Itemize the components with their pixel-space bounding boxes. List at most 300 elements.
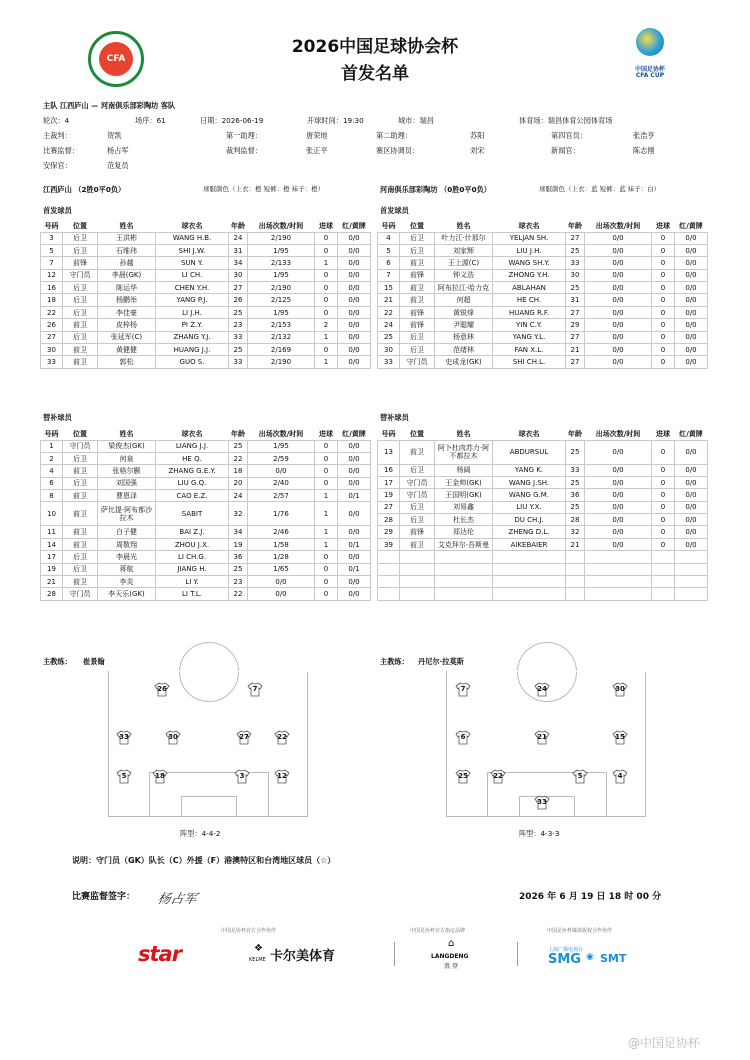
- jersey-icon: [116, 769, 132, 784]
- cell-position: [400, 563, 435, 575]
- cell-appearances: 2/190: [248, 282, 315, 294]
- cell-number: 28: [378, 514, 400, 526]
- cell-number: 5: [378, 244, 400, 256]
- cell-cards: 0/0: [338, 477, 371, 489]
- cell-shirt-name: LI CH.G.: [156, 551, 229, 563]
- cell-cards: 0/0: [338, 526, 371, 538]
- cell-number: 17: [41, 551, 63, 563]
- cell-name: 何泉: [98, 452, 156, 464]
- cell-goals: 0: [315, 452, 338, 464]
- cell-number: 16: [41, 282, 63, 294]
- column-header: 年龄: [231, 221, 245, 230]
- jersey-icon: [165, 730, 181, 745]
- official-name: 范复员: [107, 161, 129, 170]
- column-header: 球衣名: [518, 221, 540, 230]
- cell-number: 29: [378, 526, 400, 538]
- table-row: [378, 244, 708, 256]
- column-header: 姓名: [456, 429, 471, 438]
- jersey-number: 22: [277, 733, 287, 741]
- cell-shirt-name: SABIT: [156, 502, 229, 526]
- home-starters-table: [40, 220, 371, 369]
- cell-age: 22: [229, 452, 248, 464]
- table-row: [41, 319, 371, 331]
- cell-name: [435, 588, 493, 600]
- column-header: 进球: [319, 221, 333, 230]
- cell-position: 后卫: [63, 452, 98, 464]
- cell-position: 前卫: [63, 538, 98, 550]
- cell-position: 守门员: [400, 476, 435, 488]
- cell-cards: 0/0: [675, 282, 708, 294]
- kelme-small: KELME: [249, 957, 266, 963]
- column-header: 进球: [319, 429, 333, 438]
- table-row: [378, 551, 708, 563]
- cell-position: 后卫: [400, 464, 435, 476]
- cell-cards: 0/0: [338, 440, 371, 452]
- jersey-icon: [572, 769, 588, 784]
- cell-age: 25: [229, 306, 248, 318]
- cell-shirt-name: PI Z.Y.: [156, 319, 229, 331]
- cell-age: 27: [566, 331, 585, 343]
- cell-name: 陈运华: [98, 282, 156, 294]
- cell-cards: 0/0: [675, 232, 708, 244]
- cell-appearances: 0/0: [585, 476, 652, 488]
- halfway-mask: [447, 671, 647, 672]
- cell-appearances: 1/58: [248, 538, 315, 550]
- cell-name: [435, 563, 493, 575]
- cell-number: 19: [378, 489, 400, 501]
- cell-goals: 0: [315, 306, 338, 318]
- table-row: [41, 331, 371, 343]
- away-team-name: 河南俱乐部彩陶坊 （0胜0平0负）: [380, 185, 491, 194]
- cell-age: 31: [229, 244, 248, 256]
- cell-position: 后卫: [63, 232, 98, 244]
- teams-line: 主队 江西庐山 — 河南俱乐部彩陶坊 客队: [43, 101, 176, 110]
- cell-name: 蒋航: [98, 563, 156, 575]
- cell-age: 33: [229, 356, 248, 368]
- cell-position: 前锋: [63, 257, 98, 269]
- cell-appearances: 2/125: [248, 294, 315, 306]
- cell-cards: 0/0: [338, 269, 371, 281]
- cell-shirt-name: SHI CH.L.: [493, 356, 566, 368]
- cell-shirt-name: ZHANG Y.J.: [156, 331, 229, 343]
- cell-goals: 0: [652, 306, 675, 318]
- cell-goals: 0: [652, 244, 675, 256]
- table-row: [378, 269, 708, 281]
- cell-appearances: 0/0: [248, 576, 315, 588]
- table-row: [41, 257, 371, 269]
- table-row: [41, 344, 371, 356]
- cell-appearances: 0/0: [248, 465, 315, 477]
- cell-goals: 1: [315, 490, 338, 502]
- cell-shirt-name: LIU G.Q.: [156, 477, 229, 489]
- cup-logo-en: CFA CUP: [635, 72, 665, 79]
- cell-name: 王国明(GK): [435, 489, 493, 501]
- jersey-icon: [154, 682, 170, 697]
- cell-appearances: 1/95: [248, 269, 315, 281]
- penalty-box-side: [149, 772, 150, 817]
- cell-goals: 1: [315, 257, 338, 269]
- cell-name: 李炎: [98, 576, 156, 588]
- cell-shirt-name: DU CH.J.: [493, 514, 566, 526]
- cell-appearances: 0/0: [585, 464, 652, 476]
- column-header: 出场次数/时间: [258, 429, 304, 438]
- table-row: [378, 514, 708, 526]
- official-label: 比赛监督：: [43, 146, 79, 155]
- table-row: [41, 282, 371, 294]
- official-name: 杨占军: [107, 146, 129, 155]
- cell-position: 前卫: [400, 257, 435, 269]
- table-row: [378, 257, 708, 269]
- cell-age: 33: [566, 464, 585, 476]
- cell-name: 周敬翔: [98, 538, 156, 550]
- official-label: 第一助理：: [226, 131, 262, 140]
- cell-age: 36: [229, 551, 248, 563]
- table-row: [41, 477, 371, 489]
- table-row: [378, 331, 708, 343]
- official-name: 张浩亨: [633, 131, 655, 140]
- table-row: [378, 476, 708, 488]
- cell-number: 16: [378, 464, 400, 476]
- sponsor-label-2: 中国足协杯官方指定品牌: [410, 928, 466, 934]
- cell-shirt-name: FAN X.L.: [493, 344, 566, 356]
- home-subs-table: [40, 428, 371, 601]
- cell-position: 前卫: [63, 344, 98, 356]
- official-label: 第四官员：: [551, 131, 587, 140]
- cell-position: 前锋: [400, 269, 435, 281]
- cell-cards: 0/1: [338, 490, 371, 502]
- cell-number: 1: [41, 440, 63, 452]
- cell-goals: 0: [315, 465, 338, 477]
- column-header: 进球: [656, 221, 670, 230]
- column-header: 号码: [381, 221, 396, 230]
- penalty-box-side: [606, 772, 607, 817]
- jersey-number: 7: [252, 685, 258, 693]
- cell-age: 23: [229, 319, 248, 331]
- table-row: [378, 588, 708, 600]
- jersey-icon: [534, 682, 550, 697]
- cell-number: 28: [41, 588, 63, 600]
- round: 轮次：4: [43, 116, 70, 125]
- cell-number: 4: [41, 465, 63, 477]
- cell-goals: 0: [652, 476, 675, 488]
- cell-appearances: 1/95: [248, 440, 315, 452]
- cell-name: 刘家辉: [435, 244, 493, 256]
- cell-goals: 0: [315, 269, 338, 281]
- cell-number: 39: [378, 538, 400, 550]
- cell-shirt-name: ZHOU J.X.: [156, 538, 229, 550]
- cell-position: 后卫: [63, 282, 98, 294]
- cell-number: 15: [378, 282, 400, 294]
- cup-ball-icon: [636, 28, 664, 56]
- cell-cards: [675, 563, 708, 575]
- cell-position: 前卫: [400, 440, 435, 464]
- official-label: 主裁判：: [43, 131, 72, 140]
- cell-age: 25: [566, 244, 585, 256]
- jersey-number: 5: [121, 772, 127, 780]
- away-subs-table: [377, 428, 708, 601]
- cell-position: 前锋: [400, 306, 435, 318]
- cell-goals: 0: [315, 344, 338, 356]
- table-row: [41, 306, 371, 318]
- cell-position: 后卫: [63, 294, 98, 306]
- cell-appearances: 1/95: [248, 244, 315, 256]
- cell-appearances: 1/76: [248, 502, 315, 526]
- penalty-box-side: [487, 772, 488, 817]
- away-formation: 阵型：4-3-3: [519, 829, 560, 838]
- penalty-box-side: [268, 772, 269, 817]
- column-header: 位置: [73, 221, 87, 230]
- away-kit: 球服颜色（上衣：蓝 短裤：蓝 袜子：白）: [539, 185, 661, 193]
- table-row: [378, 356, 708, 368]
- table-row: [41, 452, 371, 464]
- page-subtitle: 首发名单: [341, 64, 409, 84]
- jersey-number: 26: [157, 685, 167, 693]
- cell-cards: 0/0: [338, 356, 371, 368]
- cell-age: 26: [229, 294, 248, 306]
- cell-shirt-name: HUANG R.F.: [493, 306, 566, 318]
- stadium: 体育场：瑞昌体育公园体育场: [519, 116, 613, 125]
- cell-appearances: 2/59: [248, 452, 315, 464]
- city: 城市：瑞昌: [398, 116, 434, 125]
- cell-name: 郭松: [98, 356, 156, 368]
- table-row: [378, 440, 708, 464]
- cell-position: 后卫: [63, 477, 98, 489]
- column-header: 号码: [44, 221, 59, 230]
- cell-age: [566, 551, 585, 563]
- cell-shirt-name: GUO S.: [156, 356, 229, 368]
- cell-name: 张延军(C): [98, 331, 156, 343]
- table-row: [378, 232, 708, 244]
- cell-age: 25: [566, 440, 585, 464]
- official-name: 苏阳: [470, 131, 485, 140]
- goal-box-top: [181, 796, 237, 797]
- jersey-icon: [274, 730, 290, 745]
- cell-appearances: 2/190: [248, 356, 315, 368]
- cell-cards: 0/0: [675, 257, 708, 269]
- cell-number: 19: [41, 563, 63, 575]
- official-name: 刘宋: [470, 146, 485, 155]
- jersey-number: 27: [239, 733, 249, 741]
- cell-appearances: 2/190: [248, 232, 315, 244]
- center-circle: [179, 642, 239, 702]
- table-row: [378, 319, 708, 331]
- cell-age: 20: [229, 477, 248, 489]
- cell-appearances: 2/132: [248, 331, 315, 343]
- cell-position: 前卫: [400, 294, 435, 306]
- cell-appearances: 0/0: [585, 501, 652, 513]
- cell-shirt-name: LI J.H.: [156, 306, 229, 318]
- cell-appearances: 0/0: [585, 356, 652, 368]
- langdeng-logo: LANGDENG: [431, 953, 469, 960]
- cell-position: 守门员: [400, 489, 435, 501]
- cell-shirt-name: [493, 576, 566, 588]
- column-header: 位置: [73, 429, 87, 438]
- cell-goals: 0: [652, 294, 675, 306]
- column-header: 红/黄牌: [342, 221, 366, 230]
- cell-goals: [652, 551, 675, 563]
- cell-age: 32: [229, 502, 248, 526]
- cell-appearances: 2/40: [248, 477, 315, 489]
- jersey-icon: [490, 769, 506, 784]
- cell-goals: 0: [652, 514, 675, 526]
- cell-name: 王上源(C): [435, 257, 493, 269]
- jersey-number: 22: [493, 772, 503, 780]
- cell-position: 后卫: [63, 551, 98, 563]
- cell-cards: 0/0: [675, 306, 708, 318]
- cell-age: 22: [229, 588, 248, 600]
- jersey-number: 30: [615, 685, 625, 693]
- official-name: 张正平: [306, 146, 328, 155]
- column-header: 出场次数/时间: [595, 221, 641, 230]
- cell-cards: 0/0: [338, 294, 371, 306]
- cell-age: 19: [229, 538, 248, 550]
- cell-position: 后卫: [400, 514, 435, 526]
- smg-logo: SMG: [548, 952, 581, 967]
- cell-position: 前卫: [63, 319, 98, 331]
- cell-goals: 1: [315, 538, 338, 550]
- column-header: 位置: [410, 429, 424, 438]
- cell-appearances: 0/0: [585, 232, 652, 244]
- jersey-icon: [455, 730, 471, 745]
- cell-shirt-name: ZHENG D.L.: [493, 526, 566, 538]
- cell-cards: 0/0: [338, 465, 371, 477]
- cell-position: 前卫: [63, 526, 98, 538]
- home-formation: 阵型：4-4-2: [180, 829, 221, 838]
- home-formation-pitch: [108, 671, 308, 817]
- cell-age: 34: [229, 526, 248, 538]
- home-kit: 球服颜色（上衣：橙 短裤：橙 袜子：橙）: [203, 185, 325, 193]
- cell-name: 皮梓杨: [98, 319, 156, 331]
- cell-shirt-name: LIANG J.J.: [156, 440, 229, 452]
- cell-number: 18: [41, 294, 63, 306]
- cell-age: 27: [566, 306, 585, 318]
- cell-cards: 0/0: [675, 476, 708, 488]
- cell-goals: 0: [652, 269, 675, 281]
- cell-number: 33: [41, 356, 63, 368]
- cell-appearances: [585, 588, 652, 600]
- jersey-number: 33: [537, 798, 547, 806]
- smt-logo: SMT: [600, 952, 627, 965]
- cell-number: 6: [378, 257, 400, 269]
- cell-goals: 0: [652, 440, 675, 464]
- cell-number: 22: [378, 306, 400, 318]
- cell-number: 30: [41, 344, 63, 356]
- cell-appearances: 1/65: [248, 563, 315, 575]
- cell-age: 30: [566, 269, 585, 281]
- jersey-number: 30: [168, 733, 178, 741]
- smg-small: 上海广播电视台: [548, 947, 584, 953]
- cell-goals: [652, 563, 675, 575]
- cell-number: 25: [378, 331, 400, 343]
- cell-name: 白子健: [98, 526, 156, 538]
- cell-shirt-name: CAO E.Z.: [156, 490, 229, 502]
- home-starters-label: 首发球员: [43, 206, 72, 215]
- cell-goals: 0: [315, 576, 338, 588]
- kelme-icon: ❖: [254, 943, 263, 954]
- cell-number: 30: [378, 344, 400, 356]
- cell-cards: 0/0: [338, 282, 371, 294]
- cell-goals: 0: [652, 319, 675, 331]
- cell-shirt-name: [493, 551, 566, 563]
- cell-position: 后卫: [400, 501, 435, 513]
- cell-goals: 0: [652, 489, 675, 501]
- cell-name: 黄锐烽: [435, 306, 493, 318]
- cell-cards: 0/0: [675, 514, 708, 526]
- cell-appearances: 1/28: [248, 551, 315, 563]
- cell-goals: 0: [652, 232, 675, 244]
- cell-goals: 0: [652, 464, 675, 476]
- cell-shirt-name: ZHANG G.E.Y.: [156, 465, 229, 477]
- cell-shirt-name: YANG P.J.: [156, 294, 229, 306]
- cfa-cup-logo: [628, 26, 672, 90]
- cell-age: 21: [566, 538, 585, 550]
- cell-shirt-name: HE CH.: [493, 294, 566, 306]
- cell-goals: 1: [315, 331, 338, 343]
- cell-shirt-name: YELJAN SH.: [493, 232, 566, 244]
- cell-position: 前卫: [63, 356, 98, 368]
- column-header: 号码: [381, 429, 396, 438]
- cell-name: 艾克拜尔·吾斯曼: [435, 538, 493, 550]
- cell-cards: 0/0: [338, 306, 371, 318]
- table-row: [41, 526, 371, 538]
- column-header: 号码: [44, 429, 59, 438]
- jersey-number: 6: [460, 733, 466, 741]
- home-coach-label: 主教练：: [43, 657, 72, 666]
- cell-appearances: [585, 563, 652, 575]
- cell-appearances: 0/0: [585, 489, 652, 501]
- cell-number: 10: [41, 502, 63, 526]
- cell-number: 21: [41, 576, 63, 588]
- cell-name: 杨阔: [435, 464, 493, 476]
- cell-number: 5: [41, 244, 63, 256]
- cell-name: 刘国强: [98, 477, 156, 489]
- kelme-logo: 卡尔美体育: [270, 949, 336, 964]
- cell-cards: 0/0: [675, 344, 708, 356]
- cell-cards: 0/0: [338, 344, 371, 356]
- cell-cards: 0/0: [675, 538, 708, 550]
- cell-position: 后卫: [400, 232, 435, 244]
- cell-age: 34: [229, 257, 248, 269]
- away-formation-pitch: [446, 671, 646, 817]
- cell-appearances: 2/153: [248, 319, 315, 331]
- cell-goals: 0: [315, 440, 338, 452]
- cell-name: 郑达伦: [435, 526, 493, 538]
- cell-cards: 0/0: [675, 501, 708, 513]
- sponsor-label-1: 中国足协杯官方合作伙伴: [221, 928, 277, 934]
- cell-age: 27: [566, 356, 585, 368]
- jersey-number: 24: [537, 685, 547, 693]
- cell-cards: 0/0: [675, 526, 708, 538]
- column-header: 球衣名: [181, 429, 203, 438]
- cell-name: 刘易鑫: [435, 501, 493, 513]
- cell-name: 孙越: [98, 257, 156, 269]
- cell-position: 后卫: [63, 306, 98, 318]
- cell-appearances: 2/133: [248, 257, 315, 269]
- table-row: [41, 269, 371, 281]
- cell-goals: 0: [652, 538, 675, 550]
- away-coach-label: 主教练：: [380, 657, 409, 666]
- cell-name: 范绪林: [435, 344, 493, 356]
- cell-name: 王金帅(GK): [435, 476, 493, 488]
- column-header: 姓名: [456, 221, 471, 230]
- cell-age: 25: [566, 501, 585, 513]
- cell-appearances: [585, 551, 652, 563]
- cell-age: 23: [229, 576, 248, 588]
- cell-appearances: 2/46: [248, 526, 315, 538]
- cell-number: 7: [378, 269, 400, 281]
- cell-age: 27: [566, 232, 585, 244]
- official-name: 陈志刚: [633, 146, 655, 155]
